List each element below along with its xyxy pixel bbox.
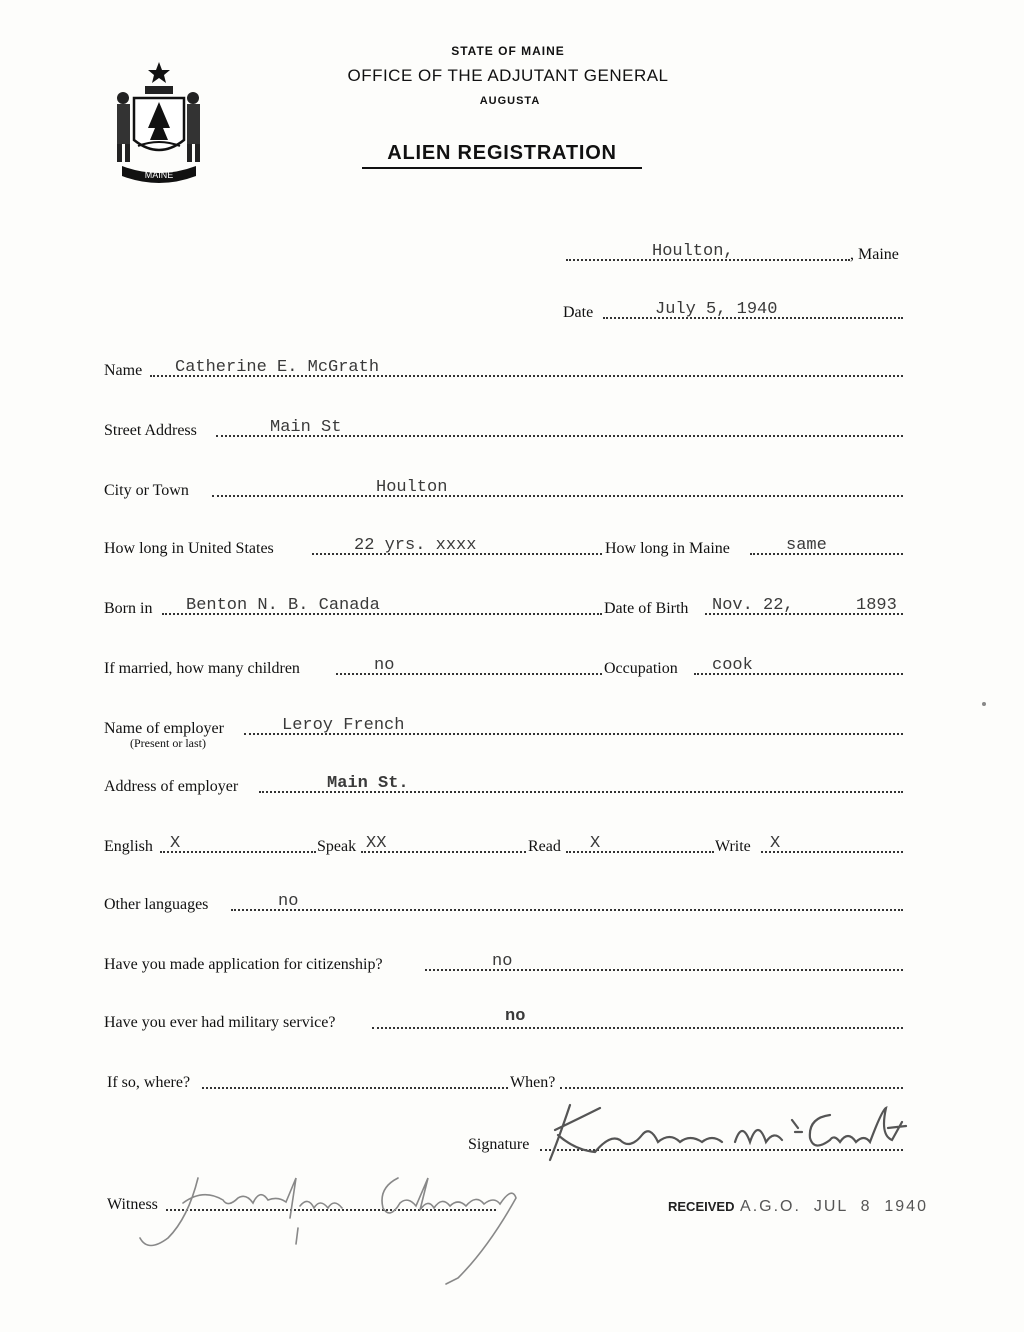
- employer-address-value[interactable]: Main St.: [327, 774, 409, 793]
- citizenship-value[interactable]: no: [492, 952, 513, 971]
- children-label: If married, how many children: [104, 660, 300, 677]
- when-label: When?: [510, 1074, 556, 1091]
- other-languages-label: Other languages: [104, 896, 209, 913]
- city-heading: AUGUSTA: [479, 95, 541, 107]
- speak-label: Speak: [317, 838, 357, 855]
- stamp-year: 1940: [884, 1198, 928, 1215]
- where-line[interactable]: [202, 1087, 508, 1089]
- birth-row: [0, 594, 1024, 618]
- where-when-row: [0, 1068, 1024, 1092]
- english-line: [160, 851, 316, 853]
- when-line[interactable]: [560, 1087, 903, 1089]
- years-us-label: How long in United States: [104, 540, 274, 557]
- military-line: [372, 1027, 903, 1029]
- witness-handwriting: [128, 1158, 548, 1288]
- other-languages-row: [0, 890, 1024, 914]
- employer-value[interactable]: Leroy French: [282, 716, 405, 735]
- occupation-label: Occupation: [604, 660, 678, 677]
- name-value[interactable]: Catherine E. McGrath: [175, 358, 380, 377]
- born-value[interactable]: Benton N. B. Canada: [186, 596, 380, 615]
- military-label: Have you ever had military service?: [104, 1014, 336, 1031]
- received-stamp: [668, 1198, 928, 1216]
- stamp-agency: A.G.O.: [740, 1198, 801, 1215]
- employer-sublabel: (Present or last): [130, 736, 206, 750]
- read-value[interactable]: X: [590, 834, 601, 853]
- english-row: [0, 832, 1024, 856]
- years-maine-label: How long in Maine: [605, 540, 730, 557]
- employer-label: Name of employer: [104, 720, 224, 737]
- employer-address-label: Address of employer: [104, 778, 239, 795]
- english-value[interactable]: X: [170, 834, 181, 853]
- children-value[interactable]: no: [374, 656, 395, 675]
- form-title: ALIEN REGISTRATION: [362, 142, 642, 169]
- citizenship-label: Have you made application for citizenship?: [104, 956, 383, 973]
- street-label: Street Address: [104, 422, 197, 439]
- name-label: Name: [104, 362, 143, 379]
- years-us-value[interactable]: 22 yrs. xxxx: [354, 536, 477, 555]
- employer-row: [0, 714, 1024, 750]
- svg-text:MAINE: MAINE: [144, 170, 174, 180]
- write-line: [761, 851, 903, 853]
- speak-value[interactable]: XX: [366, 834, 387, 853]
- occupation-value[interactable]: cook: [712, 656, 753, 675]
- military-value[interactable]: no: [505, 1007, 526, 1026]
- dob-year[interactable]: 1893: [856, 596, 897, 615]
- dob-value[interactable]: Nov. 22,: [712, 596, 794, 615]
- read-line: [566, 851, 714, 853]
- city-line: [212, 495, 903, 497]
- other-languages-value[interactable]: no: [278, 892, 299, 911]
- read-label: Read: [528, 838, 561, 855]
- write-label: Write: [715, 838, 751, 855]
- other-languages-line: [231, 909, 903, 911]
- city-row: [0, 476, 1024, 500]
- signature-handwriting: [530, 1090, 915, 1170]
- write-value[interactable]: X: [770, 834, 781, 853]
- stamp-day: 8: [860, 1198, 872, 1215]
- citizenship-row: [0, 950, 1024, 974]
- employer-address-row: [0, 772, 1024, 796]
- date-row: [0, 298, 1024, 322]
- residence-row: [0, 534, 1024, 558]
- city-label: City or Town: [104, 482, 189, 499]
- place-value[interactable]: Houlton,: [652, 242, 734, 261]
- place-suffix: , Maine: [850, 246, 899, 263]
- english-label: English: [104, 838, 153, 855]
- date-label: Date: [563, 304, 594, 321]
- date-value[interactable]: July 5, 1940: [655, 300, 778, 319]
- street-value[interactable]: Main St: [270, 418, 342, 437]
- children-row: [0, 654, 1024, 678]
- military-row: [0, 1008, 1024, 1032]
- state-heading: STATE OF MAINE: [451, 44, 565, 58]
- city-value[interactable]: Houlton: [376, 478, 448, 497]
- born-label: Born in: [104, 600, 153, 617]
- stamp-prefix: RECEIVED: [668, 1199, 735, 1214]
- name-row: [0, 356, 1024, 380]
- dob-label: Date of Birth: [604, 600, 689, 617]
- signature-label: Signature: [468, 1136, 530, 1153]
- office-heading: OFFICE OF THE ADJUTANT GENERAL: [347, 66, 669, 85]
- paper-speck: [982, 702, 986, 706]
- where-label: If so, where?: [107, 1074, 191, 1091]
- years-maine-value[interactable]: same: [786, 536, 827, 555]
- witness-label: Witness: [107, 1196, 158, 1213]
- place-row: [0, 240, 1024, 264]
- street-row: [0, 416, 1024, 440]
- stamp-month: JUL: [813, 1198, 848, 1215]
